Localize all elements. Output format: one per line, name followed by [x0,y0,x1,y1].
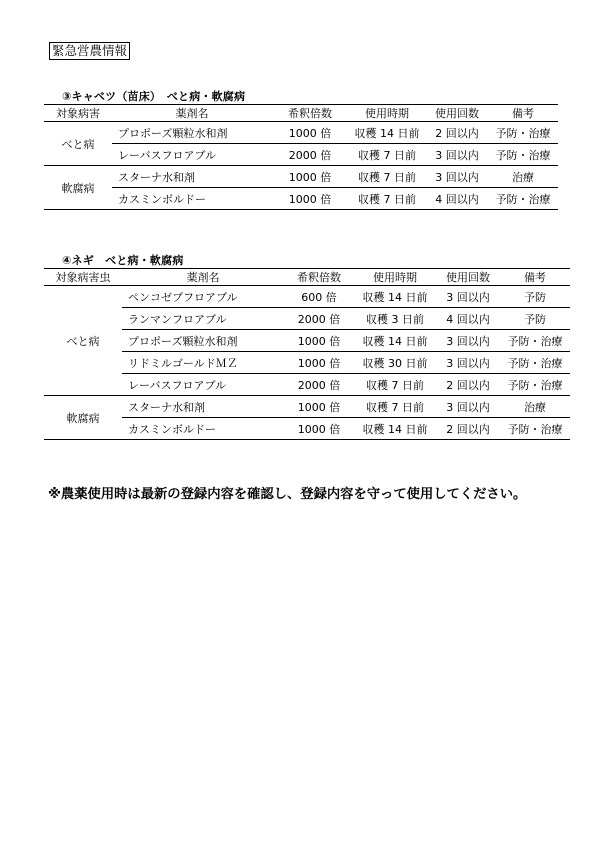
table-row [44,374,570,396]
cell-name: ランマンフロアブル [122,308,284,330]
cell-name: ペンコゼブフロアブル [128,290,238,304]
section-title-cabbage: ③キャベツ（苗床） べと病・軟腐病 [62,90,246,103]
cell-name: リドミルゴールドＭＺ [122,352,284,374]
header-col-dilution: 希釈倍数 [284,269,354,286]
cell-dilution: 2000 倍 [284,374,354,396]
cell-timing: 収穫 3 日前 [354,308,436,330]
cell-note: 予防・治療 [500,418,570,440]
cell-timing: 収穫 14 日前 [354,418,436,440]
cell-dilution: 1000 倍 [284,330,354,352]
cell-note: 予防・治療 [488,188,558,210]
section-title-negi: ④ネギ べと病・軟腐病 [62,254,184,267]
table-row [44,166,558,188]
header-col-count: 使用回数 [426,105,488,122]
cell-note: 予防・治療 [488,144,558,166]
target-disease: べと病 [66,334,100,348]
cell-count: 3 回以内 [426,166,488,188]
header-col-count: 使用回数 [436,269,500,286]
cell-timing: 収穫 30 日前 [354,352,436,374]
table-row [44,418,570,440]
cell-name: カスミンボルドー [112,188,272,210]
cell-timing: 収穫 7 日前 [348,144,426,166]
cell-timing: 収穫 14 日前 [354,330,436,352]
cell-dilution: 1000 倍 [272,166,348,188]
cell-count: 4 回以内 [426,188,488,210]
cell-timing: 収穫 7 日前 [348,166,426,188]
cell-note: 治療 [500,396,570,418]
cell-name: プロポーズ顆粒水和剤 [122,330,284,352]
header-col-dilution: 希釈倍数 [272,105,348,122]
cell-dilution: 1000 倍 [284,352,354,374]
page-title: 緊急営農情報 [49,42,130,60]
table-row [44,330,570,352]
table-row [44,144,558,166]
table-row [44,188,558,210]
cell-count: 2 回以内 [435,126,479,140]
target-disease: 軟腐病 [44,396,122,440]
cell-note: 予防 [524,290,546,304]
cell-dilution: 1000 倍 [288,126,332,140]
cell-count: 4 回以内 [436,308,500,330]
cell-dilution: 1000 倍 [272,188,348,210]
negi-table [44,268,570,440]
cell-count: 3 回以内 [426,144,488,166]
cell-name: スターナ水和剤 [112,166,272,188]
cell-count: 3 回以内 [436,396,500,418]
table-row [44,308,570,330]
cell-dilution: 2000 倍 [284,308,354,330]
cell-dilution: 600 倍 [301,290,337,304]
cell-count: 2 回以内 [436,418,500,440]
cell-dilution: 1000 倍 [284,396,354,418]
cell-note: 予防・治療 [500,374,570,396]
cell-name: スターナ水和剤 [122,396,284,418]
cell-note: 予防 [500,308,570,330]
cell-count: 2 回以内 [436,374,500,396]
cell-note: 予防・治療 [495,126,551,140]
table-row [44,122,558,144]
header-col-target: 対象病害虫 [44,269,122,286]
table-row [44,286,570,308]
cell-dilution: 1000 倍 [284,418,354,440]
cell-timing: 収穫 14 日前 [362,290,428,304]
table-row [44,352,570,374]
header-col-timing: 使用時期 [354,269,436,286]
footer-note: ※農薬使用時は最新の登録内容を確認し、登録内容を守って使用してください。 [48,487,527,502]
cell-count: 3 回以内 [436,330,500,352]
cell-note: 治療 [488,166,558,188]
cell-note: 予防・治療 [500,352,570,374]
cell-dilution: 2000 倍 [272,144,348,166]
cell-timing: 収穫 7 日前 [348,188,426,210]
header-col-name: 薬剤名 [112,105,272,122]
cell-note: 予防・治療 [500,330,570,352]
target-disease: 軟腐病 [44,166,112,210]
cell-timing: 収穫 7 日前 [354,374,436,396]
target-disease: べと病 [61,137,95,151]
cell-count: 3 回以内 [446,290,490,304]
cell-name: レーバスフロアブル [112,144,272,166]
cell-timing: 収穫 7 日前 [354,396,436,418]
cell-name: カスミンボルドー [122,418,284,440]
cabbage-table [44,104,558,210]
cell-name: プロポーズ顆粒水和剤 [118,126,228,140]
header-col-name: 薬剤名 [122,269,284,286]
cell-name: レーバスフロアブル [122,374,284,396]
cell-timing: 収穫 14 日前 [354,126,420,140]
header-col-note: 備考 [500,269,570,286]
cell-count: 3 回以内 [436,352,500,374]
header-col-target: 対象病害 [44,105,112,122]
table-row [44,396,570,418]
header-col-timing: 使用時期 [348,105,426,122]
header-col-note: 備考 [488,105,558,122]
